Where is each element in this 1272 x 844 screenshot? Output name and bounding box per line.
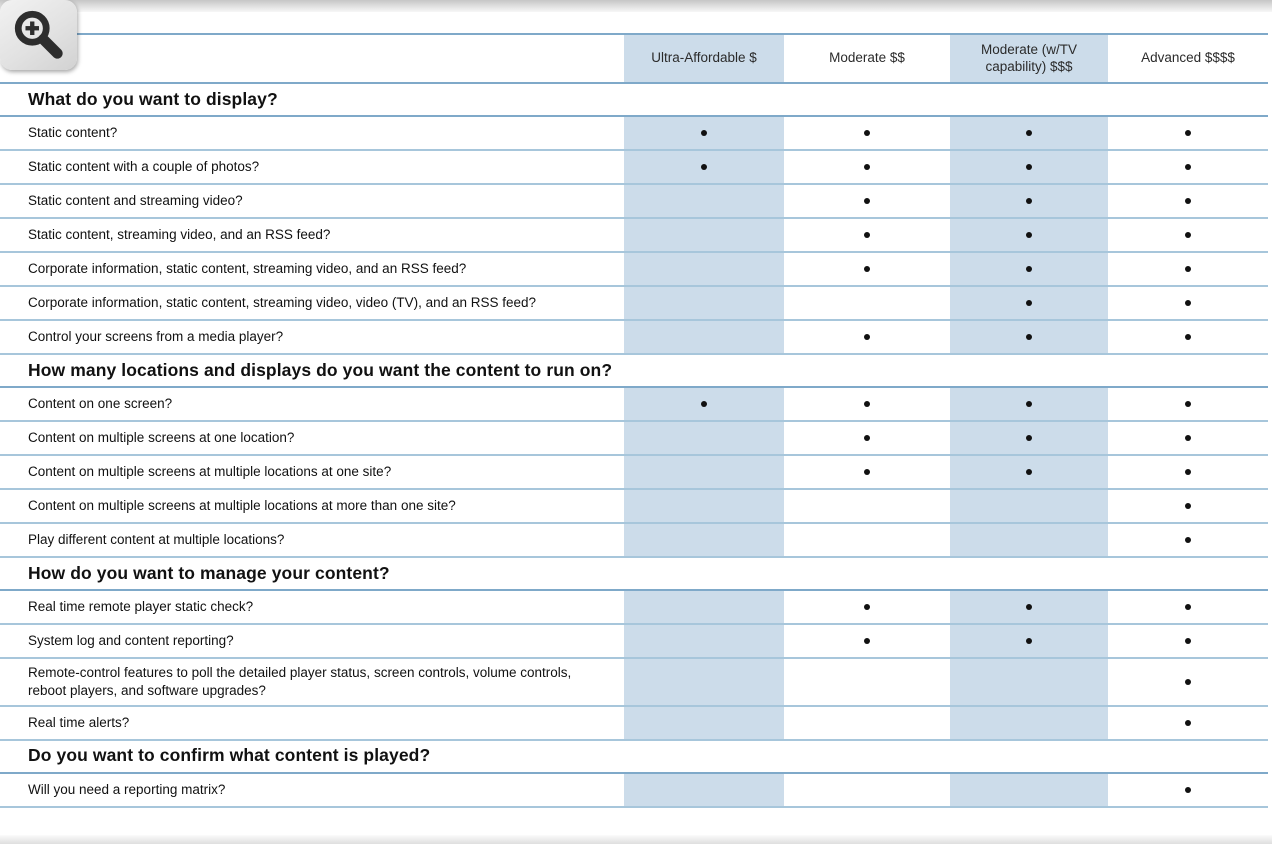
column-header-label: Moderate (w/TV capability) $$$ bbox=[980, 41, 1078, 74]
feature-cell bbox=[624, 388, 784, 420]
feature-dot bbox=[1185, 720, 1191, 726]
feature-cell bbox=[624, 185, 784, 217]
question-row bbox=[0, 625, 1268, 659]
feature-cell bbox=[784, 219, 950, 251]
feature-dot bbox=[864, 401, 870, 407]
feature-dot bbox=[864, 198, 870, 204]
feature-cell bbox=[950, 388, 1108, 420]
feature-cell bbox=[624, 591, 784, 623]
feature-cell bbox=[950, 219, 1108, 251]
magnifier-plus-icon bbox=[8, 7, 70, 63]
feature-cell bbox=[950, 591, 1108, 623]
feature-dot bbox=[1185, 401, 1191, 407]
feature-dot bbox=[1185, 300, 1191, 306]
question-label: Static content? bbox=[28, 125, 118, 141]
feature-cell bbox=[624, 625, 784, 657]
feature-dot bbox=[864, 232, 870, 238]
feature-dot bbox=[864, 164, 870, 170]
feature-cell bbox=[1108, 774, 1268, 806]
feature-dot bbox=[1185, 198, 1191, 204]
column-header-0 bbox=[624, 35, 784, 82]
section-title-text: What do you want to display? bbox=[28, 88, 278, 109]
feature-dot bbox=[1026, 469, 1032, 475]
section-title-text: Do you want to confirm what content is played? bbox=[28, 745, 431, 766]
column-header-label: Moderate $$ bbox=[829, 50, 905, 66]
feature-cell bbox=[784, 422, 950, 454]
feature-cell bbox=[950, 707, 1108, 739]
feature-cell bbox=[950, 287, 1108, 319]
question-label: Content on multiple screens at one location? bbox=[28, 430, 295, 446]
comparison-table bbox=[0, 33, 1268, 808]
question-label: Content on one screen? bbox=[28, 396, 173, 412]
question-label: Content on multiple screens at multiple locations at more than one site? bbox=[28, 498, 456, 514]
question-label: Static content with a couple of photos? bbox=[28, 159, 260, 175]
feature-dot bbox=[1185, 164, 1191, 170]
column-header-label: Advanced $$$$ bbox=[1141, 50, 1235, 66]
feature-cell bbox=[784, 490, 950, 522]
feature-cell bbox=[784, 707, 950, 739]
feature-cell bbox=[1108, 185, 1268, 217]
feature-cell bbox=[950, 321, 1108, 353]
question-row bbox=[0, 117, 1268, 151]
header-spacer bbox=[0, 35, 624, 82]
feature-dot bbox=[1026, 266, 1032, 272]
feature-cell bbox=[1108, 422, 1268, 454]
question-label: Remote-control features to poll the detailed player status, screen controls, volume controls, reboot players, and software upgrades? bbox=[28, 665, 572, 698]
section-title bbox=[0, 355, 1268, 388]
question-label: Corporate information, static content, streaming video, video (TV), and an RSS feed? bbox=[28, 295, 537, 311]
section-title-text: How do you want to manage your content? bbox=[28, 562, 390, 583]
question-label: System log and content reporting? bbox=[28, 633, 234, 649]
column-header-1 bbox=[784, 35, 950, 82]
question-row bbox=[0, 388, 1268, 422]
feature-cell bbox=[950, 422, 1108, 454]
feature-dot bbox=[864, 334, 870, 340]
feature-dot bbox=[701, 401, 707, 407]
feature-cell bbox=[624, 253, 784, 285]
feature-cell bbox=[784, 625, 950, 657]
feature-cell bbox=[1108, 659, 1268, 705]
feature-cell bbox=[784, 456, 950, 488]
feature-dot bbox=[1185, 503, 1191, 509]
feature-dot bbox=[1026, 198, 1032, 204]
feature-cell bbox=[950, 185, 1108, 217]
feature-cell bbox=[624, 524, 784, 556]
feature-cell bbox=[1108, 625, 1268, 657]
feature-dot bbox=[1026, 300, 1032, 306]
feature-cell bbox=[784, 591, 950, 623]
feature-dot bbox=[1185, 787, 1191, 793]
feature-cell bbox=[624, 151, 784, 183]
feature-cell bbox=[1108, 524, 1268, 556]
feature-cell bbox=[1108, 253, 1268, 285]
feature-dot bbox=[1026, 232, 1032, 238]
question-label: Content on multiple screens at multiple locations at one site? bbox=[28, 464, 392, 480]
feature-cell bbox=[784, 321, 950, 353]
feature-dot bbox=[1026, 604, 1032, 610]
feature-dot bbox=[864, 469, 870, 475]
column-header-label: Ultra-Affordable $ bbox=[651, 50, 757, 66]
question-label: Will you need a reporting matrix? bbox=[28, 781, 226, 797]
feature-dot bbox=[864, 435, 870, 441]
feature-dot bbox=[864, 130, 870, 136]
table-body bbox=[0, 84, 1268, 808]
feature-cell bbox=[624, 219, 784, 251]
feature-cell bbox=[950, 456, 1108, 488]
feature-cell bbox=[1108, 117, 1268, 149]
feature-cell bbox=[784, 287, 950, 319]
feature-cell bbox=[624, 774, 784, 806]
question-row bbox=[0, 422, 1268, 456]
question-row bbox=[0, 287, 1268, 321]
feature-dot bbox=[701, 164, 707, 170]
section-title bbox=[0, 84, 1268, 117]
feature-cell bbox=[624, 490, 784, 522]
question-row bbox=[0, 456, 1268, 490]
feature-cell bbox=[784, 774, 950, 806]
page-bottom-edge bbox=[0, 835, 1272, 844]
feature-cell bbox=[784, 524, 950, 556]
feature-dot bbox=[1185, 537, 1191, 543]
section-title bbox=[0, 741, 1268, 774]
feature-dot bbox=[701, 130, 707, 136]
feature-dot bbox=[864, 604, 870, 610]
feature-cell bbox=[1108, 151, 1268, 183]
feature-dot bbox=[1185, 435, 1191, 441]
question-row bbox=[0, 219, 1268, 253]
feature-cell bbox=[950, 117, 1108, 149]
feature-dot bbox=[1185, 604, 1191, 610]
feature-cell bbox=[624, 321, 784, 353]
feature-dot bbox=[1185, 679, 1191, 685]
feature-dot bbox=[864, 638, 870, 644]
feature-cell bbox=[950, 659, 1108, 705]
question-row bbox=[0, 490, 1268, 524]
question-row bbox=[0, 591, 1268, 625]
question-label: Real time alerts? bbox=[28, 714, 130, 730]
feature-cell bbox=[1108, 456, 1268, 488]
column-header-3 bbox=[1108, 35, 1268, 82]
feature-cell bbox=[950, 151, 1108, 183]
feature-cell bbox=[1108, 490, 1268, 522]
feature-cell bbox=[784, 185, 950, 217]
question-row bbox=[0, 253, 1268, 287]
feature-dot bbox=[1185, 266, 1191, 272]
feature-dot bbox=[1026, 334, 1032, 340]
feature-dot bbox=[1026, 638, 1032, 644]
question-label: Real time remote player static check? bbox=[28, 599, 254, 615]
feature-cell bbox=[1108, 591, 1268, 623]
feature-dot bbox=[1185, 638, 1191, 644]
feature-dot bbox=[1185, 334, 1191, 340]
feature-cell bbox=[784, 659, 950, 705]
feature-cell bbox=[950, 253, 1108, 285]
feature-cell bbox=[950, 490, 1108, 522]
question-label: Static content, streaming video, and an RSS feed? bbox=[28, 227, 331, 243]
question-row bbox=[0, 524, 1268, 558]
feature-cell bbox=[624, 456, 784, 488]
section-title bbox=[0, 558, 1268, 591]
feature-dot bbox=[1185, 130, 1191, 136]
feature-dot bbox=[1185, 232, 1191, 238]
feature-cell bbox=[1108, 707, 1268, 739]
feature-cell bbox=[950, 625, 1108, 657]
feature-cell bbox=[624, 422, 784, 454]
zoom-in-button[interactable] bbox=[0, 0, 77, 70]
feature-cell bbox=[624, 117, 784, 149]
question-label: Control your screens from a media player? bbox=[28, 329, 284, 345]
feature-cell bbox=[950, 524, 1108, 556]
section-title-text: How many locations and displays do you want the content to run on? bbox=[28, 359, 613, 380]
question-row bbox=[0, 774, 1268, 808]
question-row bbox=[0, 151, 1268, 185]
feature-cell bbox=[784, 253, 950, 285]
feature-cell bbox=[1108, 219, 1268, 251]
question-row bbox=[0, 185, 1268, 219]
feature-cell bbox=[950, 774, 1108, 806]
question-row bbox=[0, 659, 1268, 707]
feature-dot bbox=[1185, 469, 1191, 475]
feature-dot bbox=[1026, 435, 1032, 441]
feature-dot bbox=[1026, 130, 1032, 136]
feature-cell bbox=[624, 659, 784, 705]
table-header-row bbox=[0, 33, 1268, 84]
question-label: Play different content at multiple locations? bbox=[28, 532, 285, 548]
page-top-edge bbox=[0, 0, 1272, 12]
column-header-2 bbox=[950, 35, 1108, 82]
feature-cell bbox=[784, 151, 950, 183]
question-label: Static content and streaming video? bbox=[28, 193, 243, 209]
feature-cell bbox=[1108, 287, 1268, 319]
question-label: Corporate information, static content, streaming video, and an RSS feed? bbox=[28, 261, 467, 277]
feature-cell bbox=[624, 707, 784, 739]
feature-cell bbox=[624, 287, 784, 319]
feature-cell bbox=[784, 117, 950, 149]
feature-cell bbox=[784, 388, 950, 420]
feature-cell bbox=[1108, 321, 1268, 353]
question-row bbox=[0, 707, 1268, 741]
feature-dot bbox=[864, 266, 870, 272]
feature-dot bbox=[1026, 401, 1032, 407]
question-row bbox=[0, 321, 1268, 355]
feature-cell bbox=[1108, 388, 1268, 420]
feature-dot bbox=[1026, 164, 1032, 170]
